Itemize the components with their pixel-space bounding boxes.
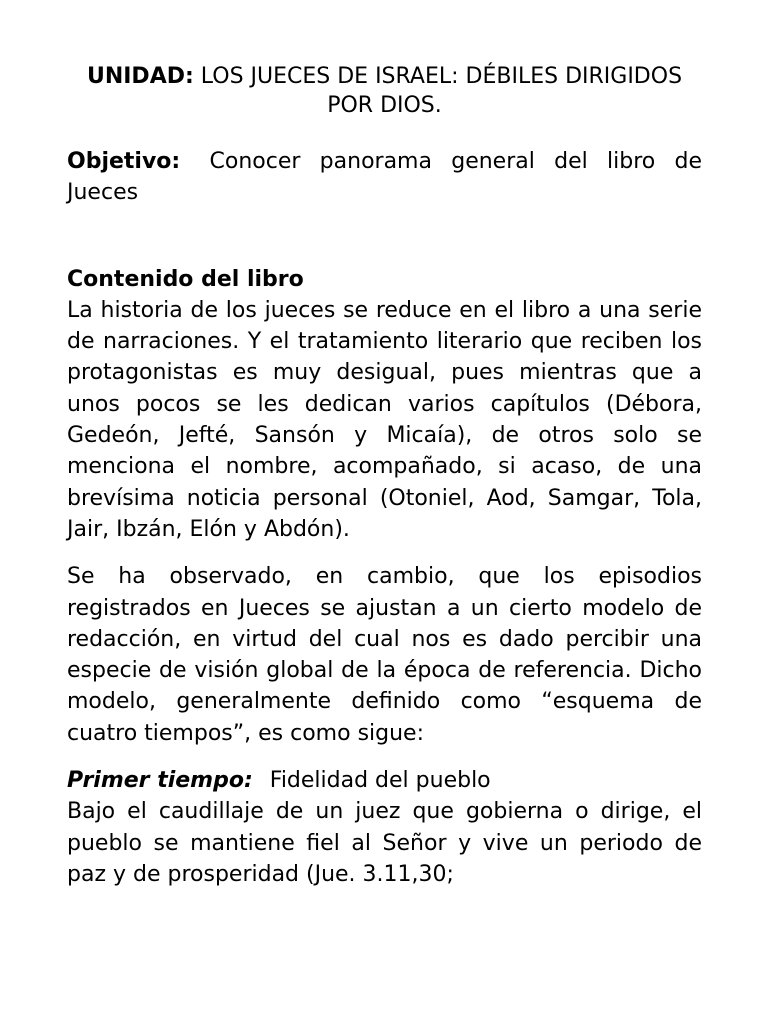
unit-label: UNIDAD: — [86, 64, 194, 89]
stage-title: Fidelidad del pueblo — [269, 768, 491, 794]
unit-title-text: LOS JUECES DE ISRAEL: DÉBILES DIRIGIDOS POR DIOS. — [200, 64, 683, 118]
objective-label: Objetivo: — [67, 149, 181, 174]
section-heading: Contenido del libro — [67, 266, 304, 292]
paragraph-content: La historia de los jueces se reduce en el libro a una serie de narraciones. Y el tratamiento literario que reciben los protagonistas es muy desigual, pues mientras que a unos pocos se les dedican varios capítulos (Débora, Gedeón, Jefté, Sansón y Micaía), de otros solo se menciona el nombre, acompañado, si acaso, de una brevísima noticia personal (Otoniel, Aod, Samgar, Tola, Jair, Ibzán, Elón y Abdón). — [67, 297, 702, 542]
document-page — [67, 62, 702, 890]
stage-heading — [67, 765, 702, 796]
stage-label: Primer tiempo: — [67, 768, 253, 794]
objective-text: Conocer panorama general del libro de Jueces — [67, 149, 702, 206]
paragraph-stage-one: Bajo el caudillaje de un juez que gobierna o dirige, el pueblo se mantiene fiel al Señor y vive un periodo de paz y de prosperidad (Jue. 3.11,30; — [67, 799, 702, 887]
unit-title — [67, 62, 702, 120]
objective — [67, 146, 702, 209]
paragraph-model: Se ha observado, en cambio, que los episodios registrados en Jueces se ajustan a un cierto modelo de redacción, en virtud del cual nos es dado percibir una especie de visión global de la época de referencia. Dicho modelo, generalmente definido como “esquema de cuatro tiempos”, es como sigue: — [67, 564, 702, 746]
